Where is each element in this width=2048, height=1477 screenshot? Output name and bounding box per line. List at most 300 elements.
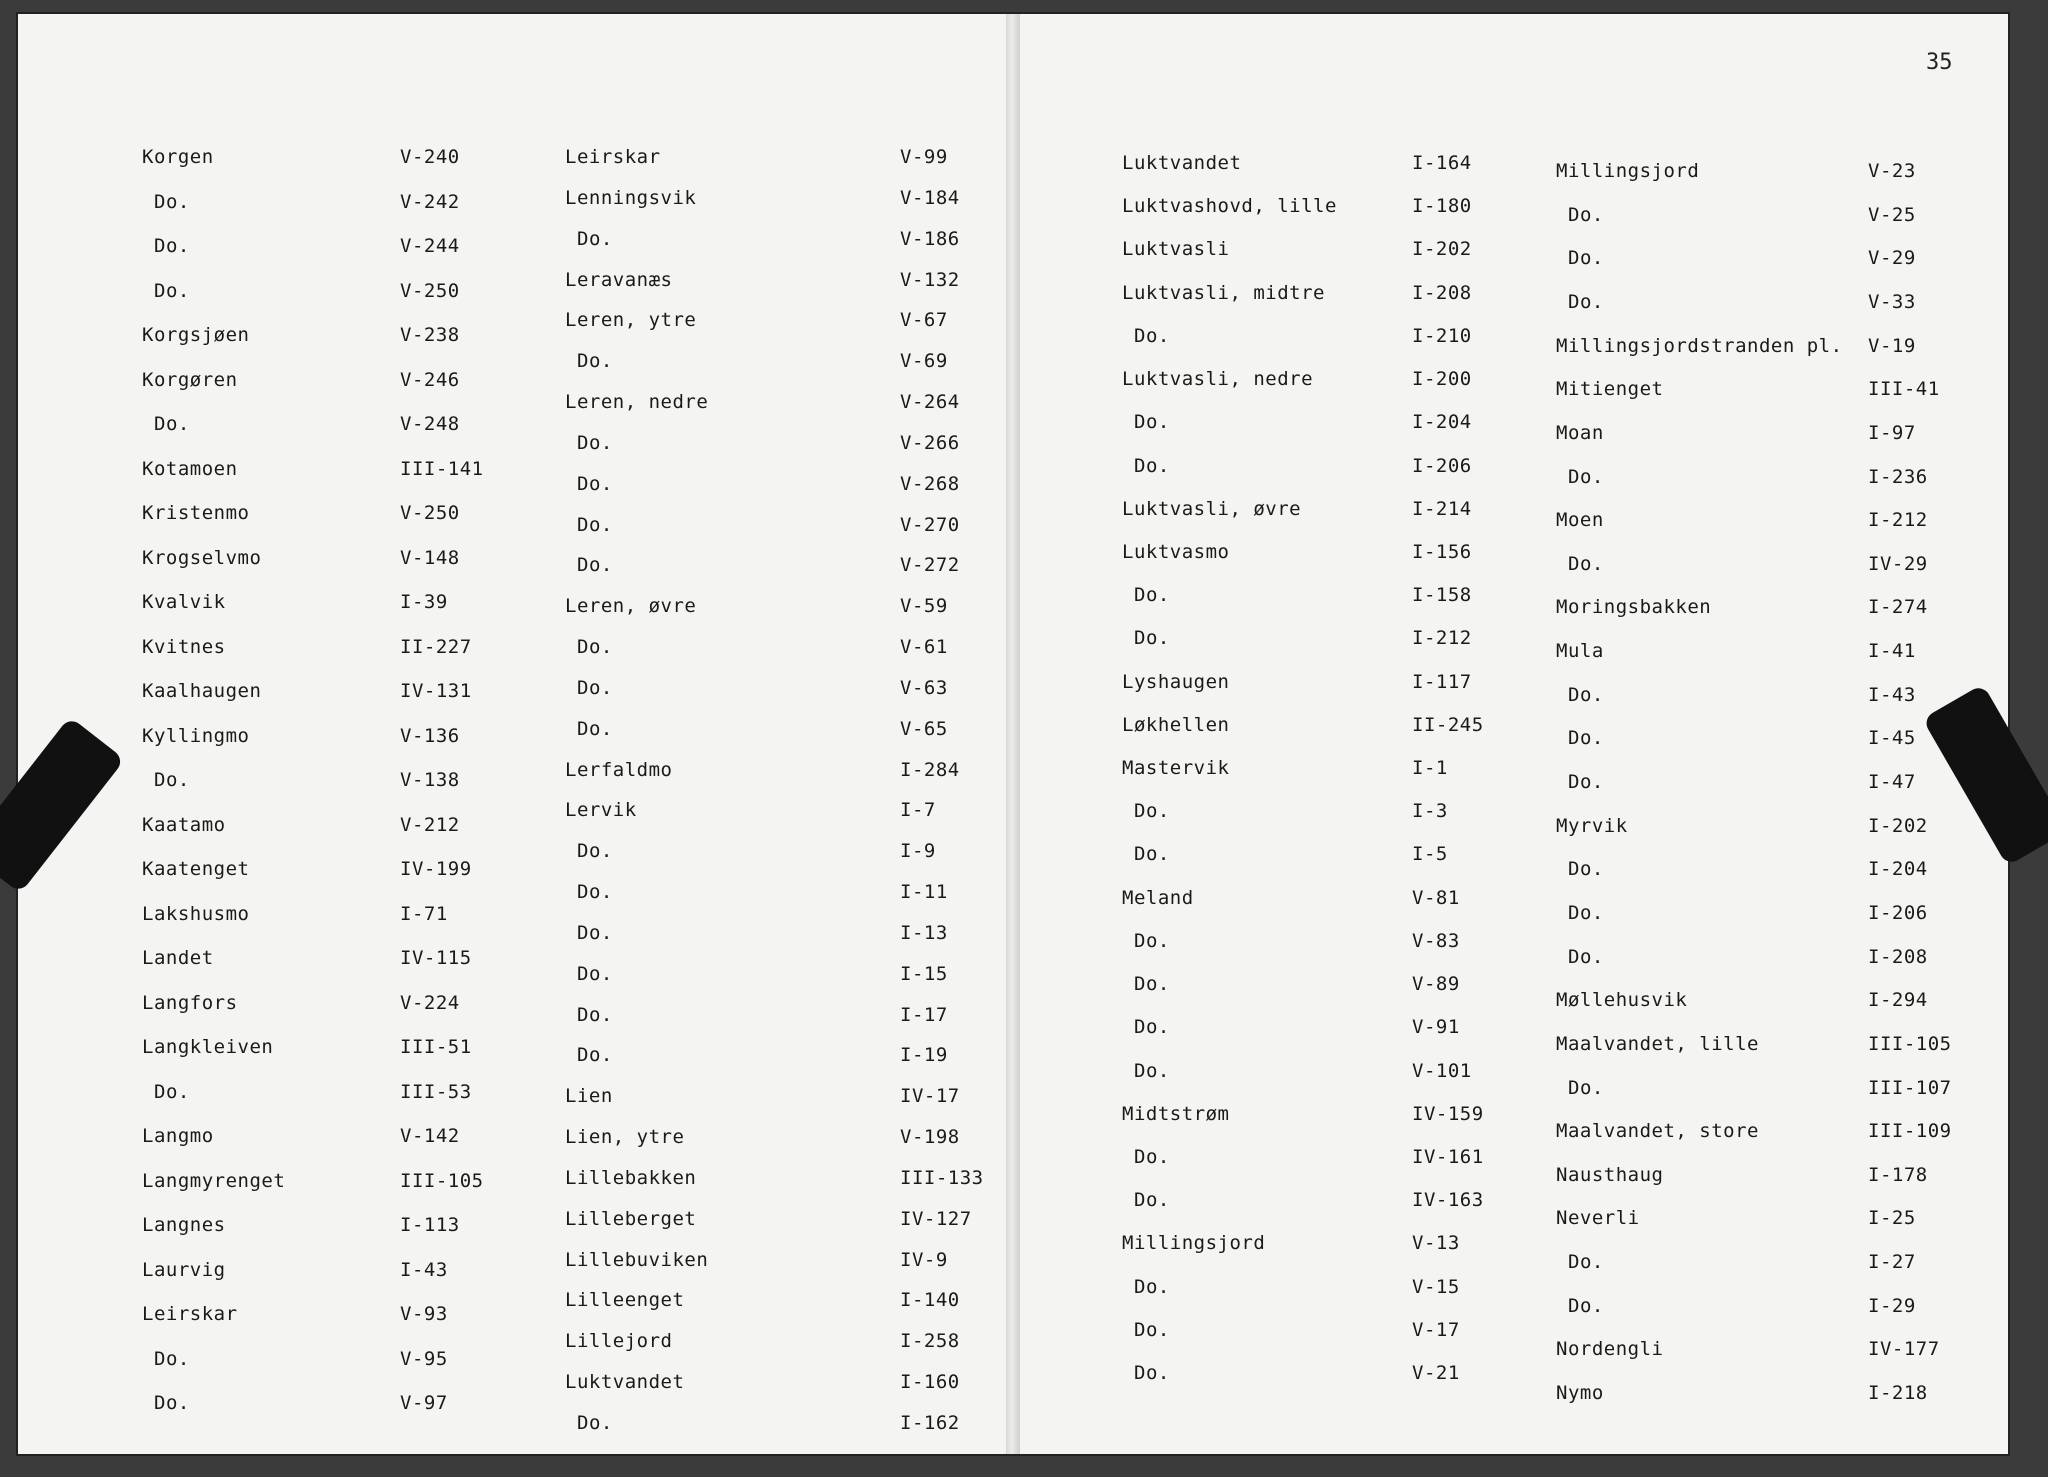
place-name: Moringsbakken xyxy=(1556,596,1712,618)
index-entry xyxy=(1122,282,1472,304)
volume-reference: V-184 xyxy=(900,187,960,209)
volume-reference: IV-17 xyxy=(900,1085,960,1107)
volume-reference: V-83 xyxy=(1412,930,1460,952)
place-name: Lakshusmo xyxy=(142,903,250,925)
volume-reference: I-236 xyxy=(1868,466,1928,488)
place-name: Kaatamo xyxy=(142,814,226,836)
index-entry xyxy=(1568,1077,1952,1099)
volume-reference: V-132 xyxy=(900,269,960,291)
index-entry xyxy=(142,146,460,168)
index-entry xyxy=(1568,946,1928,968)
index-entry xyxy=(154,1392,448,1414)
volume-reference: I-39 xyxy=(400,591,448,613)
volume-reference: V-250 xyxy=(400,502,460,524)
place-name: Nordengli xyxy=(1556,1338,1664,1360)
index-entry xyxy=(565,595,948,617)
volume-reference: III-51 xyxy=(400,1036,472,1058)
place-name: Do. xyxy=(1134,1060,1170,1082)
index-entry xyxy=(154,1348,448,1370)
volume-reference: V-33 xyxy=(1868,291,1916,313)
index-entry xyxy=(142,458,484,480)
place-name: Langkleiven xyxy=(142,1036,274,1058)
index-entry xyxy=(1568,247,1916,269)
volume-reference: V-264 xyxy=(900,391,960,413)
volume-reference: V-59 xyxy=(900,595,948,617)
place-name: Do. xyxy=(577,718,613,740)
volume-reference: I-113 xyxy=(400,1214,460,1236)
place-name: Langfors xyxy=(142,992,238,1014)
volume-reference: I-19 xyxy=(900,1044,948,1066)
index-entry xyxy=(154,769,460,791)
place-name: Leravanæs xyxy=(565,269,673,291)
place-name: Lillebakken xyxy=(565,1167,697,1189)
index-entry xyxy=(1122,671,1472,693)
index-entry xyxy=(1556,422,1916,444)
index-entry xyxy=(565,1249,948,1271)
place-name: Do. xyxy=(577,350,613,372)
place-name: Do. xyxy=(1568,466,1604,488)
volume-reference: II-245 xyxy=(1412,714,1484,736)
volume-reference: V-244 xyxy=(400,235,460,257)
place-name: Lilleberget xyxy=(565,1208,697,1230)
index-entry xyxy=(1556,815,1928,837)
volume-reference: I-140 xyxy=(900,1289,960,1311)
index-entry xyxy=(1568,902,1928,924)
index-entry xyxy=(565,309,948,331)
volume-reference: V-268 xyxy=(900,473,960,495)
volume-reference: V-13 xyxy=(1412,1232,1460,1254)
volume-reference: III-41 xyxy=(1868,378,1940,400)
index-entry xyxy=(577,514,960,536)
index-entry xyxy=(577,636,948,658)
index-entry xyxy=(154,1081,472,1103)
index-entry xyxy=(1134,1362,1460,1384)
place-name: Do. xyxy=(577,1004,613,1026)
volume-reference: III-105 xyxy=(1868,1033,1952,1055)
volume-reference: I-156 xyxy=(1412,541,1472,563)
index-entry xyxy=(1134,1016,1460,1038)
volume-reference: V-250 xyxy=(400,280,460,302)
index-entry xyxy=(565,1289,960,1311)
volume-reference: V-224 xyxy=(400,992,460,1014)
place-name: Moan xyxy=(1556,422,1604,444)
volume-reference: V-19 xyxy=(1868,335,1916,357)
index-entry xyxy=(1556,1120,1952,1142)
place-name: Lillejord xyxy=(565,1330,673,1352)
index-entry xyxy=(1568,204,1916,226)
place-name: Maalvandet, lille xyxy=(1556,1033,1759,1055)
place-name: Kvitnes xyxy=(142,636,226,658)
place-name: Do. xyxy=(1134,584,1170,606)
place-name: Leren, ytre xyxy=(565,309,697,331)
place-name: Lervik xyxy=(565,799,637,821)
place-name: Do. xyxy=(1134,411,1170,433)
place-name: Do. xyxy=(577,228,613,250)
index-entry xyxy=(1134,973,1460,995)
place-name: Maalvandet, store xyxy=(1556,1120,1759,1142)
place-name: Do. xyxy=(577,554,613,576)
volume-reference: I-202 xyxy=(1868,815,1928,837)
volume-reference: I-274 xyxy=(1868,596,1928,618)
volume-reference: V-61 xyxy=(900,636,948,658)
volume-reference: I-3 xyxy=(1412,800,1448,822)
index-entry xyxy=(577,554,960,576)
volume-reference: IV-163 xyxy=(1412,1189,1484,1211)
volume-reference: V-242 xyxy=(400,191,460,213)
place-name: Millingsjordstranden pl. xyxy=(1556,335,1843,357)
index-entry xyxy=(142,1303,448,1325)
place-name: Do. xyxy=(1134,627,1170,649)
place-name: Korgen xyxy=(142,146,214,168)
page-number: 35 xyxy=(1926,50,1953,75)
place-name: Do. xyxy=(1568,858,1604,880)
index-entry xyxy=(565,1085,960,1107)
index-entry xyxy=(1122,714,1484,736)
place-name: Kaatenget xyxy=(142,858,250,880)
place-name: Do. xyxy=(154,1081,190,1103)
volume-reference: V-136 xyxy=(400,725,460,747)
place-name: Mula xyxy=(1556,640,1604,662)
place-name: Lien, ytre xyxy=(565,1126,685,1148)
index-entry xyxy=(577,1412,960,1434)
volume-reference: V-148 xyxy=(400,547,460,569)
volume-reference: V-95 xyxy=(400,1348,448,1370)
index-entry xyxy=(1568,466,1928,488)
place-name: Do. xyxy=(1568,1251,1604,1273)
place-name: Lyshaugen xyxy=(1122,671,1230,693)
place-name: Do. xyxy=(577,677,613,699)
index-entry xyxy=(142,992,460,1014)
volume-reference: V-69 xyxy=(900,350,948,372)
place-name: Do. xyxy=(1568,771,1604,793)
volume-reference: I-164 xyxy=(1412,152,1472,174)
volume-reference: I-47 xyxy=(1868,771,1916,793)
place-name: Lenningsvik xyxy=(565,187,697,209)
index-entry xyxy=(142,502,460,524)
place-name: Luktvasli, nedre xyxy=(1122,368,1314,390)
place-name: Do. xyxy=(577,963,613,985)
place-name: Do. xyxy=(577,840,613,862)
volume-reference: V-17 xyxy=(1412,1319,1460,1341)
place-name: Lien xyxy=(565,1085,613,1107)
index-entry xyxy=(1556,1207,1916,1229)
volume-reference: I-208 xyxy=(1868,946,1928,968)
volume-reference: V-212 xyxy=(400,814,460,836)
place-name: Do. xyxy=(577,1044,613,1066)
volume-reference: I-5 xyxy=(1412,843,1448,865)
index-entry xyxy=(142,591,448,613)
volume-reference: I-13 xyxy=(900,922,948,944)
volume-reference: I-178 xyxy=(1868,1164,1928,1186)
volume-reference: IV-127 xyxy=(900,1208,972,1230)
index-entry xyxy=(1134,1189,1484,1211)
volume-reference: I-29 xyxy=(1868,1295,1916,1317)
index-entry xyxy=(1122,757,1448,779)
index-entry xyxy=(1568,771,1916,793)
volume-reference: V-21 xyxy=(1412,1362,1460,1384)
volume-reference: I-11 xyxy=(900,881,948,903)
volume-reference: III-107 xyxy=(1868,1077,1952,1099)
place-name: Laurvig xyxy=(142,1259,226,1281)
index-entry xyxy=(577,881,948,903)
index-entry xyxy=(142,324,460,346)
volume-reference: I-160 xyxy=(900,1371,960,1393)
place-name: Do. xyxy=(1134,1319,1170,1341)
index-entry xyxy=(565,759,960,781)
place-name: Do. xyxy=(1134,455,1170,477)
volume-reference: I-15 xyxy=(900,963,948,985)
place-name: Do. xyxy=(1134,325,1170,347)
volume-reference: IV-199 xyxy=(400,858,472,880)
place-name: Do. xyxy=(1568,946,1604,968)
volume-reference: V-23 xyxy=(1868,160,1916,182)
place-name: Do. xyxy=(1134,843,1170,865)
volume-reference: IV-177 xyxy=(1868,1338,1940,1360)
place-name: Do. xyxy=(1568,1295,1604,1317)
place-name: Korgøren xyxy=(142,369,238,391)
index-entry xyxy=(565,1167,984,1189)
index-entry xyxy=(1122,498,1472,520)
volume-reference: V-15 xyxy=(1412,1276,1460,1298)
place-name: Lillebuviken xyxy=(565,1249,709,1271)
index-entry xyxy=(1556,989,1928,1011)
index-entry xyxy=(142,903,448,925)
place-name: Do. xyxy=(1134,1016,1170,1038)
volume-reference: I-210 xyxy=(1412,325,1472,347)
place-name: Do. xyxy=(1568,902,1604,924)
index-entry xyxy=(142,1125,460,1147)
place-name: Luktvasli, øvre xyxy=(1122,498,1302,520)
place-name: Kyllingmo xyxy=(142,725,250,747)
volume-reference: I-180 xyxy=(1412,195,1472,217)
place-name: Do. xyxy=(577,473,613,495)
volume-reference: V-99 xyxy=(900,146,948,168)
place-name: Do. xyxy=(1134,800,1170,822)
index-entry xyxy=(565,1208,972,1230)
volume-reference: V-97 xyxy=(400,1392,448,1414)
place-name: Kristenmo xyxy=(142,502,250,524)
index-entry xyxy=(1556,596,1928,618)
volume-reference: IV-9 xyxy=(900,1249,948,1271)
volume-reference: V-101 xyxy=(1412,1060,1472,1082)
place-name: Løkhellen xyxy=(1122,714,1230,736)
index-entry xyxy=(1134,800,1448,822)
place-name: Luktvasli xyxy=(1122,238,1230,260)
volume-reference: I-204 xyxy=(1868,858,1928,880)
place-name: Do. xyxy=(1568,727,1604,749)
index-entry xyxy=(1568,684,1916,706)
volume-reference: I-158 xyxy=(1412,584,1472,606)
index-entry xyxy=(577,1004,948,1026)
index-entry xyxy=(1556,1164,1928,1186)
place-name: Millingsjord xyxy=(1122,1232,1266,1254)
index-entry xyxy=(565,1126,960,1148)
place-name: Leirskar xyxy=(565,146,661,168)
index-entry xyxy=(577,1044,948,1066)
volume-reference: I-43 xyxy=(400,1259,448,1281)
place-name: Lilleenget xyxy=(565,1289,685,1311)
index-entry xyxy=(577,677,948,699)
index-entry xyxy=(1122,1103,1484,1125)
volume-reference: I-25 xyxy=(1868,1207,1916,1229)
index-entry xyxy=(565,146,948,168)
volume-reference: III-109 xyxy=(1868,1120,1952,1142)
index-entry xyxy=(1556,640,1916,662)
place-name: Do. xyxy=(1134,1189,1170,1211)
volume-reference: I-212 xyxy=(1868,509,1928,531)
book-gutter xyxy=(1006,14,1020,1454)
volume-reference: I-284 xyxy=(900,759,960,781)
volume-reference: III-133 xyxy=(900,1167,984,1189)
place-name: Do. xyxy=(154,769,190,791)
index-entry xyxy=(1556,335,1916,357)
place-name: Do. xyxy=(1568,553,1604,575)
index-entry xyxy=(1134,325,1472,347)
index-entry xyxy=(1134,455,1472,477)
volume-reference: IV-115 xyxy=(400,947,472,969)
index-entry xyxy=(1122,238,1472,260)
place-name: Kvalvik xyxy=(142,591,226,613)
place-name: Do. xyxy=(1134,1146,1170,1168)
place-name: Moen xyxy=(1556,509,1604,531)
index-entry xyxy=(142,725,460,747)
place-name: Neverli xyxy=(1556,1207,1640,1229)
index-entry xyxy=(1568,727,1916,749)
index-entry xyxy=(142,369,460,391)
place-name: Do. xyxy=(577,922,613,944)
index-entry xyxy=(577,350,948,372)
place-name: Do. xyxy=(154,235,190,257)
index-entry xyxy=(154,280,460,302)
volume-reference: V-248 xyxy=(400,413,460,435)
place-name: Leren, øvre xyxy=(565,595,697,617)
index-entry xyxy=(1568,1251,1916,1273)
place-name: Do. xyxy=(1568,684,1604,706)
index-entry xyxy=(1134,1060,1472,1082)
index-entry xyxy=(565,1371,960,1393)
place-name: Krogselvmo xyxy=(142,547,262,569)
index-entry xyxy=(142,947,472,969)
place-name: Luktvandet xyxy=(565,1371,685,1393)
volume-reference: V-138 xyxy=(400,769,460,791)
volume-reference: I-258 xyxy=(900,1330,960,1352)
place-name: Leirskar xyxy=(142,1303,238,1325)
place-name: Langnes xyxy=(142,1214,226,1236)
place-name: Midtstrøm xyxy=(1122,1103,1230,1125)
volume-reference: V-89 xyxy=(1412,973,1460,995)
place-name: Millingsjord xyxy=(1556,160,1700,182)
volume-reference: I-43 xyxy=(1868,684,1916,706)
index-entry xyxy=(1134,411,1472,433)
index-entry xyxy=(577,963,948,985)
volume-reference: V-142 xyxy=(400,1125,460,1147)
index-entry xyxy=(1134,627,1472,649)
volume-reference: V-266 xyxy=(900,432,960,454)
place-name: Luktvandet xyxy=(1122,152,1242,174)
volume-reference: I-200 xyxy=(1412,368,1472,390)
index-entry xyxy=(1568,291,1916,313)
place-name: Møllehusvik xyxy=(1556,989,1688,1011)
index-entry xyxy=(154,413,460,435)
place-name: Nymo xyxy=(1556,1382,1604,1404)
index-entry xyxy=(1134,843,1448,865)
volume-reference: V-29 xyxy=(1868,247,1916,269)
place-name: Kotamoen xyxy=(142,458,238,480)
index-entry xyxy=(565,187,960,209)
place-name: Do. xyxy=(154,413,190,435)
place-name: Lerfaldmo xyxy=(565,759,673,781)
index-entry xyxy=(565,1330,960,1352)
place-name: Luktvashovd, lille xyxy=(1122,195,1337,217)
volume-reference: I-9 xyxy=(900,840,936,862)
index-entry xyxy=(142,1259,448,1281)
place-name: Meland xyxy=(1122,887,1194,909)
volume-reference: I-206 xyxy=(1868,902,1928,924)
volume-reference: IV-159 xyxy=(1412,1103,1484,1125)
volume-reference: II-227 xyxy=(400,636,472,658)
volume-reference: V-186 xyxy=(900,228,960,250)
place-name: Do. xyxy=(577,881,613,903)
index-entry xyxy=(142,1214,460,1236)
index-entry xyxy=(565,269,960,291)
volume-reference: V-272 xyxy=(900,554,960,576)
index-entry xyxy=(142,814,460,836)
index-entry xyxy=(577,228,960,250)
place-name: Luktvasmo xyxy=(1122,541,1230,563)
volume-reference: IV-29 xyxy=(1868,553,1928,575)
volume-reference: I-214 xyxy=(1412,498,1472,520)
index-entry xyxy=(1122,1232,1460,1254)
index-entry xyxy=(1556,509,1928,531)
volume-reference: I-204 xyxy=(1412,411,1472,433)
index-entry xyxy=(1122,195,1472,217)
place-name: Do. xyxy=(154,1392,190,1414)
volume-reference: V-91 xyxy=(1412,1016,1460,1038)
volume-reference: V-240 xyxy=(400,146,460,168)
volume-reference: I-206 xyxy=(1412,455,1472,477)
index-entry xyxy=(577,922,948,944)
volume-reference: V-198 xyxy=(900,1126,960,1148)
place-name: Luktvasli, midtre xyxy=(1122,282,1325,304)
index-entry xyxy=(142,680,472,702)
volume-reference: I-97 xyxy=(1868,422,1916,444)
place-name: Do. xyxy=(1568,247,1604,269)
volume-reference: V-270 xyxy=(900,514,960,536)
index-entry xyxy=(142,1036,472,1058)
index-entry xyxy=(1568,1295,1916,1317)
index-entry xyxy=(565,391,960,413)
index-entry xyxy=(1134,584,1472,606)
place-name: Mitienget xyxy=(1556,378,1664,400)
volume-reference: V-63 xyxy=(900,677,948,699)
place-name: Leren, nedre xyxy=(565,391,709,413)
volume-reference: V-238 xyxy=(400,324,460,346)
volume-reference: I-45 xyxy=(1868,727,1916,749)
volume-reference: I-208 xyxy=(1412,282,1472,304)
index-entry xyxy=(1134,930,1460,952)
volume-reference: I-202 xyxy=(1412,238,1472,260)
volume-reference: V-246 xyxy=(400,369,460,391)
index-entry xyxy=(1122,152,1472,174)
place-name: Landet xyxy=(142,947,214,969)
place-name: Do. xyxy=(1568,204,1604,226)
place-name: Do. xyxy=(1134,1276,1170,1298)
index-entry xyxy=(1122,541,1472,563)
index-entry xyxy=(154,191,460,213)
place-name: Do. xyxy=(577,514,613,536)
volume-reference: III-141 xyxy=(400,458,484,480)
place-name: Do. xyxy=(1134,930,1170,952)
